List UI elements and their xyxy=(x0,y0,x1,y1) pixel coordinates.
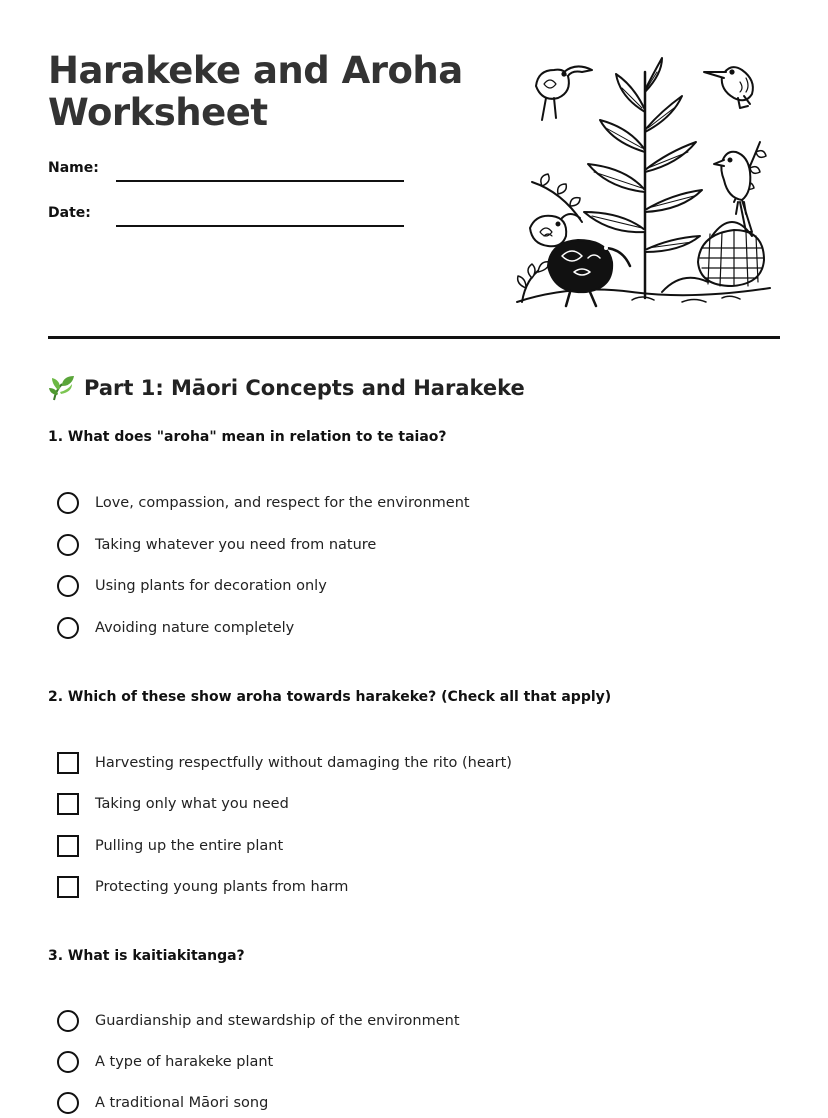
date-label: Date: xyxy=(48,205,91,221)
name-label: Name: xyxy=(48,160,99,176)
date-write-line[interactable] xyxy=(116,225,404,227)
radio-button[interactable] xyxy=(57,534,79,556)
radio-button[interactable] xyxy=(57,1010,79,1032)
q1-option-4[interactable] xyxy=(57,615,294,641)
radio-button[interactable] xyxy=(57,492,79,514)
q2-option-2[interactable] xyxy=(57,791,289,817)
option-label: A traditional Māori song xyxy=(95,1095,269,1111)
option-label: Pulling up the entire plant xyxy=(95,838,284,854)
worksheet-title: Harakeke and Aroha Worksheet xyxy=(48,49,463,134)
q1-option-3[interactable] xyxy=(57,573,327,599)
q1-option-1[interactable] xyxy=(57,490,470,516)
name-write-line[interactable] xyxy=(116,180,404,182)
radio-button[interactable] xyxy=(57,1051,79,1073)
radio-button[interactable] xyxy=(57,575,79,597)
option-label: Taking only what you need xyxy=(95,796,289,812)
option-label: Protecting young plants from harm xyxy=(95,879,349,895)
radio-button[interactable] xyxy=(57,1092,79,1114)
question-3: 3. What is kaitiakitanga? xyxy=(48,948,245,964)
q3-option-3[interactable] xyxy=(57,1090,268,1116)
option-label: Taking whatever you need from nature xyxy=(95,537,377,553)
option-label: Using plants for decoration only xyxy=(95,578,327,594)
q2-option-3[interactable] xyxy=(57,833,283,859)
name-field[interactable] xyxy=(48,160,408,190)
option-label: Harvesting respectfully without damaging the rito (heart) xyxy=(95,755,512,771)
option-label: Guardianship and stewardship of the environment xyxy=(95,1013,460,1029)
section-divider xyxy=(48,336,780,339)
date-field[interactable] xyxy=(48,205,408,235)
question-1: 1. What does "aroha" mean in relation to te taiao? xyxy=(48,429,447,445)
q2-option-4[interactable] xyxy=(57,874,348,900)
checkbox[interactable] xyxy=(57,835,79,857)
leaf-icon xyxy=(48,374,76,402)
harakeke-illustration xyxy=(512,52,774,314)
q3-option-1[interactable] xyxy=(57,1008,460,1034)
radio-button[interactable] xyxy=(57,617,79,639)
q3-option-2[interactable] xyxy=(57,1049,273,1075)
q2-option-1[interactable] xyxy=(57,750,512,776)
q1-option-2[interactable] xyxy=(57,532,376,558)
checkbox[interactable] xyxy=(57,793,79,815)
checkbox[interactable] xyxy=(57,752,79,774)
option-label: A type of harakeke plant xyxy=(95,1054,274,1070)
checkbox[interactable] xyxy=(57,876,79,898)
question-2: 2. Which of these show aroha towards harakeke? (Check all that apply) xyxy=(48,689,612,705)
part1-heading xyxy=(48,374,525,402)
option-label: Avoiding nature completely xyxy=(95,620,295,636)
option-label: Love, compassion, and respect for the environment xyxy=(95,495,470,511)
part1-heading-text: Part 1: Māori Concepts and Harakeke xyxy=(84,376,525,400)
